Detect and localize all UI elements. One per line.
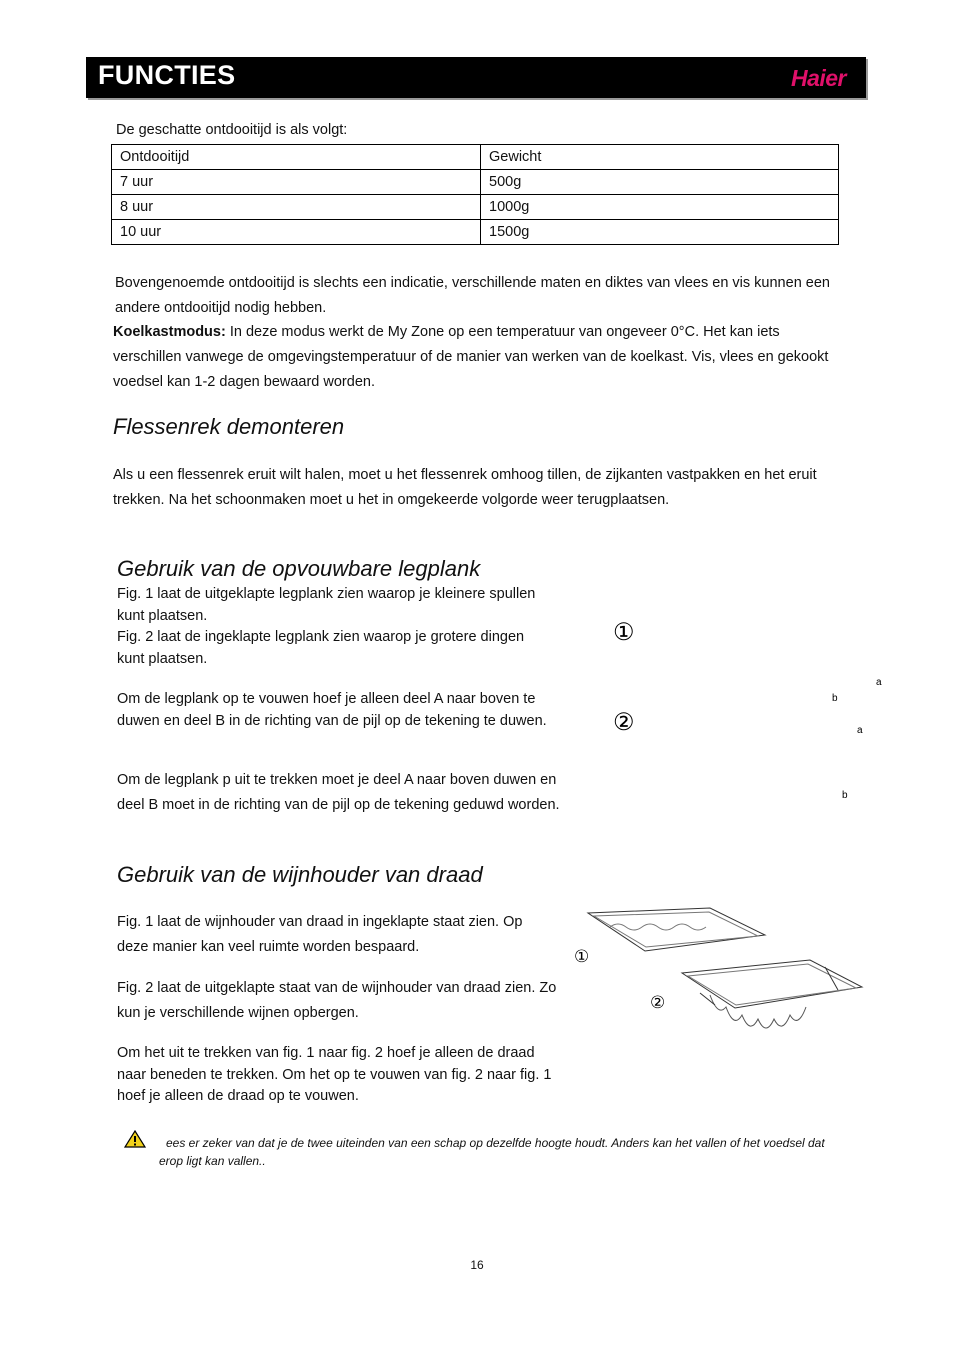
page-title: FUNCTIES	[98, 60, 236, 90]
intro-text: De geschatte ontdooitijd is als volgt:	[116, 122, 348, 138]
defrost-table	[111, 144, 839, 245]
wine-figure-number-2: ②	[650, 993, 666, 1012]
wine-rack-folded-drawing	[588, 908, 765, 951]
wine-rack-heading: Gebruik van de wijnhouder van draad	[117, 862, 483, 887]
figure-number-2: ②	[613, 709, 635, 736]
folding-shelf-figure	[600, 600, 890, 805]
warning-text	[159, 1134, 829, 1170]
shelf-heading: Gebruik van de opvouwbare legplank	[117, 556, 481, 581]
wine-fig1-text: Fig. 1 laat de wijnhouder van draad in ingeklapte staat zien. Op deze manier kan veel ruimte worden bespaard.	[117, 914, 523, 955]
label-a-2: a	[857, 725, 863, 736]
bottle-rack-text: Als u een flessenrek eruit wilt halen, moet u het flessenrek omhoog tillen, de zijkanten vastpakken en het eruit trekken. Na het schoonmaken moet u het in omgekeerde volgorde weer terugplaatsen.	[113, 467, 817, 508]
table-row	[112, 170, 839, 195]
warning-icon	[124, 1130, 146, 1148]
figure-number-1: ①	[613, 619, 635, 646]
shelf-fig2-text: Fig. 2 laat de ingeklapte legplank zien waarop je grotere dingen kunt plaatsen.	[117, 629, 525, 667]
indication-text: Bovengenoemde ontdooitijd is slechts een indicatie, verschillende maten en diktes van vlees en vis kunnen een andere ontdooitijd nodig hebben.	[115, 275, 830, 316]
wine-rack-unfolded-drawing	[682, 960, 862, 1028]
table-cell: 1000g	[481, 195, 839, 220]
table-header-cell: Ontdooitijd	[112, 145, 481, 170]
wine-figure-number-1: ①	[574, 947, 590, 966]
wine-instructions-text: Om het uit te trekken van fig. 1 naar fig. 2 hoef je alleen de draad naar beneden te trekken. Om het op te vouwen van fig. 2 naar fig. 1 hoef je alleen de draad op te vouwen.	[117, 1045, 552, 1104]
table-header-cell: Gewicht	[481, 145, 839, 170]
table-row	[112, 220, 839, 245]
shelf-unfold-text: Om de legplank p uit te trekken moet je deel A naar boven duwen en deel B moet in de richting van de pijl op de tekening geduwd worden.	[117, 772, 560, 813]
shelf-fig1-text: Fig. 1 laat de uitgeklapte legplank zien waarop je kleinere spullen kunt plaatsen.	[117, 586, 536, 624]
table-row	[112, 195, 839, 220]
label-a-1: a	[876, 677, 882, 688]
page-header	[86, 57, 866, 98]
wine-rack-figure	[570, 905, 870, 1030]
table-cell: 500g	[481, 170, 839, 195]
table-cell: 7 uur	[112, 170, 481, 195]
fridge-mode-label: Koelkastmodus:	[113, 324, 226, 340]
warning-text-content: ees er zeker van dat je de twee uiteinden van een schap op dezelfde hoogte houdt. Anders kan het vallen of het voedsel dat erop ligt kan vallen..	[159, 1136, 825, 1168]
fridge-mode-text: In deze modus werkt de My Zone op een temperatuur van ongeveer 0°C. Het kan iets verschillen vanwege de omgevingstemperatuur of de manier van werken van de koelkast. Vis, vlees en gekookt voedsel kan 1-2 dagen bewaard worden.	[113, 324, 829, 390]
table-cell: 1500g	[481, 220, 839, 245]
wine-fig2-text: Fig. 2 laat de uitgeklapte staat van de wijnhouder van draad zien. Zo kun je verschillende wijnen opbergen.	[117, 980, 557, 1021]
bottle-rack-heading: Flessenrek demonteren	[113, 414, 345, 439]
page-number: 16	[470, 1258, 484, 1272]
shelf-fold-text: Om de legplank op te vouwen hoef je alleen deel A naar boven te duwen en deel B in de richting van de pijl op de tekening te duwen.	[117, 691, 547, 729]
label-b-1: b	[832, 693, 838, 704]
table-header-row	[112, 145, 839, 170]
fridge-mode-paragraph	[113, 320, 837, 395]
label-b-2: b	[842, 790, 848, 801]
brand-logo: Haier	[790, 65, 846, 91]
table-cell: 10 uur	[112, 220, 481, 245]
table-cell: 8 uur	[112, 195, 481, 220]
